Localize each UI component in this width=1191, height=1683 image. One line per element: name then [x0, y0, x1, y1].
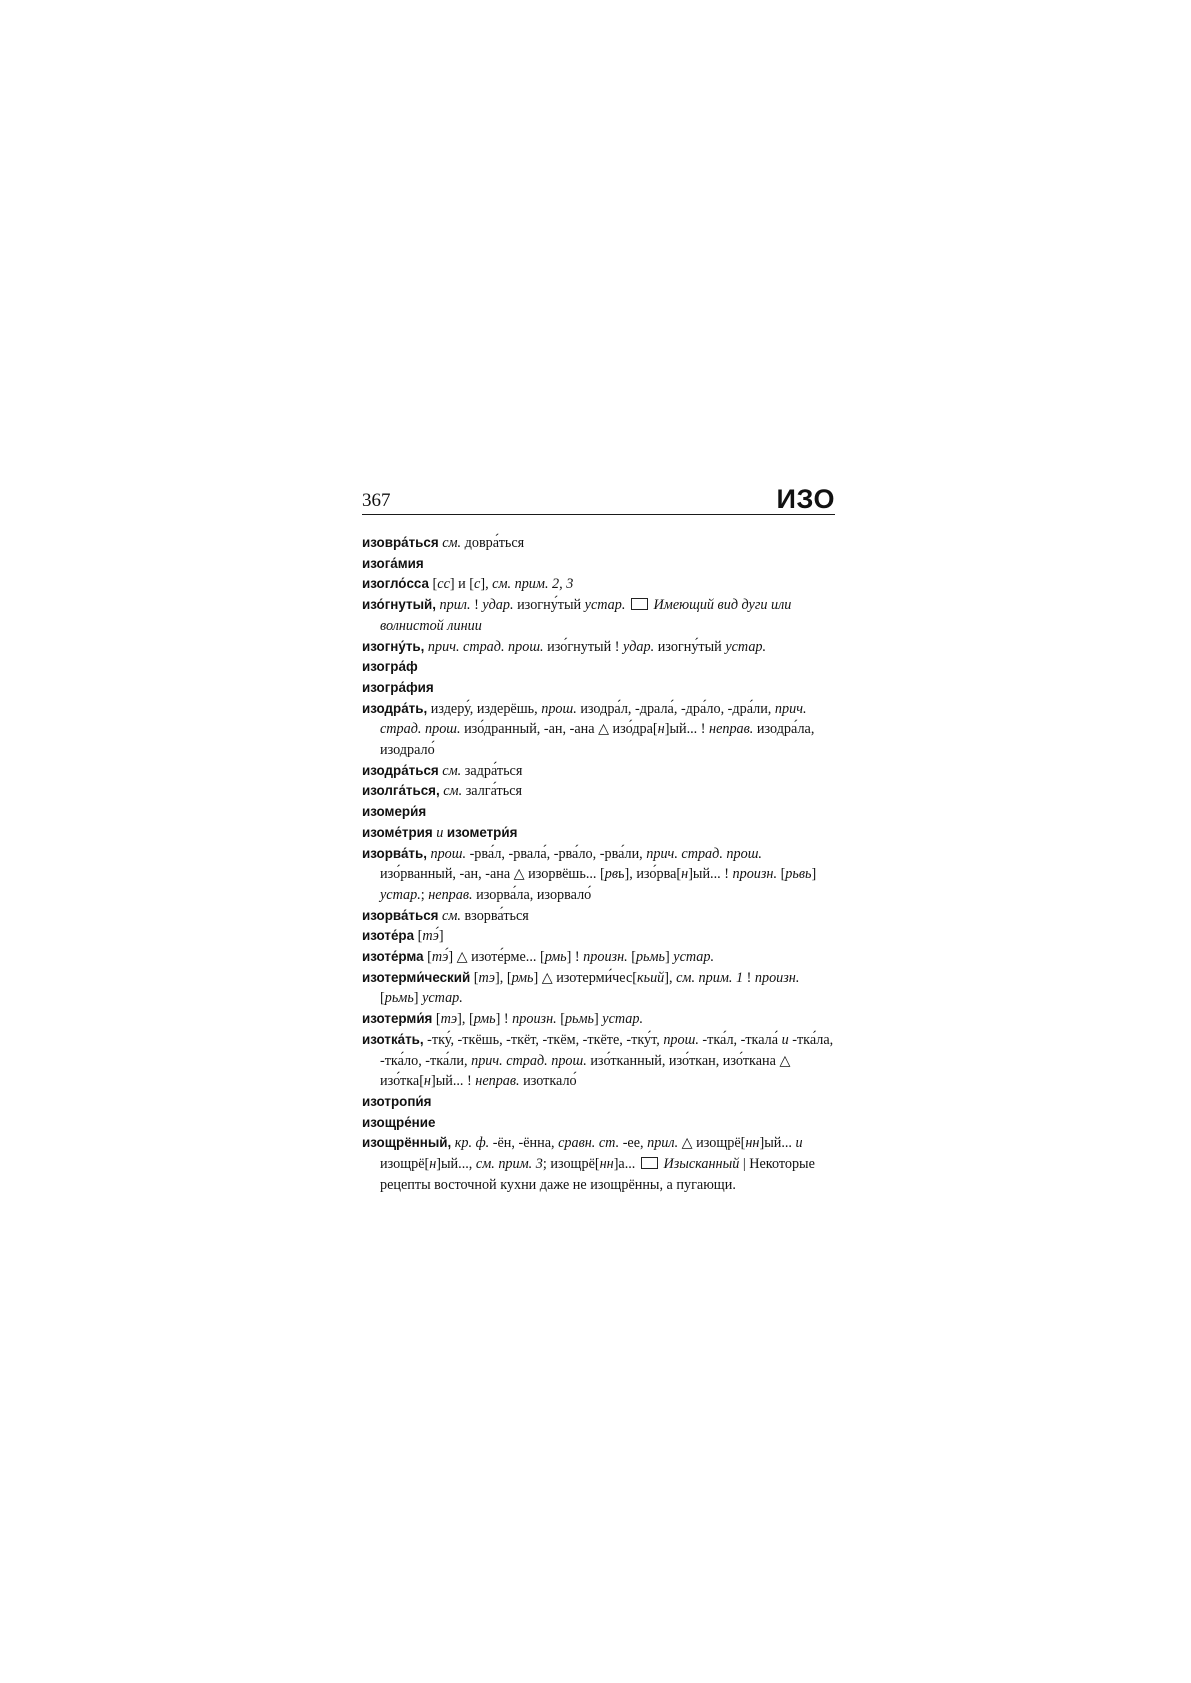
italic-label: прош.	[541, 700, 577, 717]
definition-box-icon	[641, 1157, 658, 1169]
headword: изорва́ть,	[362, 845, 427, 861]
dictionary-entry	[362, 1030, 835, 1092]
running-head: ИЗО	[776, 484, 835, 514]
entry-text: взорва́ться	[460, 907, 529, 924]
dictionary-entry	[362, 554, 835, 575]
entry-text: ]	[438, 928, 444, 945]
italic-label: рьвь	[785, 866, 812, 883]
entry-text: ],	[664, 969, 677, 986]
headword: изогло́сса	[362, 576, 429, 592]
headword: изорва́ться	[362, 907, 439, 923]
italic-label: удар.	[482, 597, 514, 614]
italic-label: прич. страд. прош.	[646, 845, 762, 862]
italic-label: прош.	[430, 845, 467, 862]
entry-text	[625, 597, 629, 613]
dictionary-entry	[362, 968, 835, 1009]
italic-label: рмь	[544, 949, 567, 966]
italic-label: прич. страд. прош.	[380, 700, 807, 738]
italic-label: н	[429, 1156, 437, 1173]
headword: изотка́ть,	[362, 1031, 424, 1047]
headword: изоме́трия	[362, 824, 433, 840]
entry-text: !	[470, 597, 483, 614]
headword: изометри́я	[446, 824, 518, 840]
italic-label: см.	[442, 762, 462, 779]
entry-text: [	[429, 576, 438, 593]
italic-label: произн.	[732, 866, 778, 883]
entry-text: -рва́л, -рвала́, -рва́ло, -рва́ли,	[466, 845, 647, 862]
headword: изодра́ться	[362, 762, 439, 778]
italic-label: неправ.	[428, 886, 473, 903]
entry-text: ;	[420, 886, 429, 903]
entry-text: ]	[665, 949, 674, 966]
italic-label: и	[781, 1031, 789, 1048]
dictionary-entry	[362, 1133, 835, 1195]
definition-box-icon	[631, 598, 648, 610]
entry-text: ]ый... !	[688, 866, 733, 883]
italic-label: тэ́	[431, 949, 449, 966]
italic-label: сс	[437, 576, 450, 593]
entry-text: довра́ться	[461, 535, 525, 551]
entry-text: [	[777, 866, 786, 883]
italic-label: нн	[745, 1135, 760, 1152]
dictionary-entry	[362, 1113, 835, 1134]
italic-label: с	[474, 576, 481, 593]
dictionary-entry	[362, 657, 835, 678]
italic-label: рьмь	[384, 990, 414, 1007]
entry-text: изо́тканный, изо́ткан, изо́ткана △ изо́тка[	[380, 1052, 791, 1090]
entry-text: залга́ться	[462, 783, 523, 800]
dictionary-entry	[362, 699, 835, 761]
headword: изотерми́ческий	[362, 969, 471, 985]
italic-label: прил.	[647, 1135, 679, 1152]
dictionary-entry	[362, 637, 835, 658]
italic-label: см. прим. 3	[475, 1156, 543, 1173]
entry-text: изоткало́	[519, 1073, 577, 1090]
italic-label: произн.	[512, 1011, 557, 1028]
italic-label: устар.	[380, 886, 421, 903]
dictionary-entry	[362, 1009, 835, 1030]
entry-text: задра́ться	[461, 762, 523, 779]
entry-text: ], [	[457, 1011, 474, 1028]
italic-label: н	[423, 1073, 431, 1090]
headword: изовра́ться	[362, 535, 439, 550]
dictionary-entry	[362, 781, 835, 802]
dictionary-entries	[362, 533, 835, 1196]
entry-text: ] !	[566, 949, 584, 966]
italic-label: тэ́	[422, 928, 439, 945]
headword: изоте́рма	[362, 949, 424, 965]
italic-label: рмь	[511, 969, 534, 986]
italic-label: рмь	[473, 1011, 496, 1028]
italic-label: и	[436, 824, 444, 841]
italic-label: кьий	[636, 969, 665, 986]
italic-label: см. прим. 2, 3	[492, 576, 574, 593]
italic-label: устар.	[602, 1011, 644, 1028]
entry-text: [	[627, 949, 636, 966]
dictionary-entry	[362, 678, 835, 699]
dictionary-entry	[362, 802, 835, 823]
dictionary-entry	[362, 574, 835, 595]
headword: изотропи́я	[362, 1093, 432, 1109]
entry-text: ь	[618, 866, 625, 883]
entry-text: [	[432, 1011, 441, 1028]
italic-label: тэ	[478, 969, 496, 986]
entry-text: изо́гнутый !	[543, 638, 623, 655]
entry-text: изодра́ла, изодрало́	[380, 721, 815, 759]
headword: изоте́ра	[362, 928, 415, 944]
entry-text: [	[470, 969, 479, 986]
entry-text: -ён, -ённа,	[489, 1135, 559, 1152]
italic-label: произн.	[583, 949, 628, 966]
italic-label: и	[795, 1135, 803, 1152]
italic-label: устар.	[725, 638, 767, 655]
page-header	[362, 482, 835, 515]
italic-label: см.	[442, 535, 462, 551]
italic-label: прош.	[663, 1031, 699, 1048]
entry-text: -тка́л, -ткала́	[698, 1031, 782, 1048]
dictionary-entry	[362, 761, 835, 782]
entry-text: издеру́, издерёшь,	[427, 700, 542, 717]
entry-text: изогну́тый	[654, 638, 726, 655]
italic-label: см.	[443, 783, 463, 800]
italic-label: Имеющий вид дуги или волнистой линии	[380, 597, 792, 634]
entry-text: ] △ изотерми́чес[	[533, 969, 637, 986]
entry-text: изощрё[	[380, 1156, 430, 1173]
dictionary-entry	[362, 926, 835, 947]
headword: изощре́ние	[362, 1114, 436, 1130]
italic-label: Изысканный	[663, 1156, 740, 1173]
italic-label: н	[681, 866, 689, 883]
entry-text: [	[414, 928, 423, 945]
italic-label: н	[657, 721, 665, 738]
dictionary-entry	[362, 823, 835, 844]
italic-label: сравн. ст.	[558, 1135, 620, 1152]
entry-text: изо́рванный, -ан, -ана △ изорвёшь... [	[380, 866, 605, 883]
entry-text: ]ый... !	[664, 721, 710, 738]
entry-text: ]	[594, 1011, 603, 1028]
italic-label: устар.	[673, 949, 715, 966]
dictionary-entry	[362, 906, 835, 927]
entry-text: изо́дранный, -ан, -ана △ изо́дра[	[460, 721, 658, 738]
italic-label: тэ	[440, 1011, 458, 1028]
entry-text: △ изощрё[	[678, 1135, 746, 1152]
dictionary-entry	[362, 1092, 835, 1113]
headword: изотерми́я	[362, 1011, 433, 1027]
entry-text: | Некоторые рецепты восточной кухни даже не изощрённы, а пугающи.	[380, 1156, 815, 1193]
entry-text: ]ый... !	[430, 1073, 476, 1090]
headword: изога́мия	[362, 555, 424, 571]
page-number: 367	[362, 490, 391, 511]
entry-text: изодра́л, -драла́, -дра́ло, -дра́ли,	[576, 700, 775, 717]
italic-label: см.	[442, 907, 461, 924]
italic-label: кр. ф.	[454, 1135, 490, 1152]
italic-label: устар.	[584, 597, 626, 614]
headword: изогра́ф	[362, 659, 418, 675]
dictionary-entry	[362, 844, 835, 906]
entry-text: ; изощрё[	[542, 1156, 600, 1173]
entry-text: ]ый...	[759, 1135, 796, 1152]
headword: изодра́ть,	[362, 700, 428, 716]
entry-text: ], [	[495, 969, 512, 986]
italic-label: произн.	[754, 969, 800, 986]
entry-text: [	[556, 1011, 565, 1028]
entry-text: ], изо́рва[	[624, 866, 682, 883]
entry-text: -ее,	[619, 1135, 648, 1152]
entry-text: [	[423, 949, 432, 966]
italic-label: прил.	[439, 597, 471, 614]
italic-label: устар.	[422, 990, 463, 1007]
headword: изолга́ться,	[362, 783, 440, 799]
headword: изо́гнутый,	[362, 597, 436, 613]
entry-text: -тка́ла, -тка́ло, -тка́ли,	[380, 1031, 834, 1069]
entry-text: ] и [	[449, 576, 475, 593]
entry-text: ],	[480, 576, 493, 593]
headword: изогну́ть,	[362, 638, 425, 654]
italic-label: рьмь	[635, 949, 665, 966]
headword: изогра́фия	[362, 679, 434, 695]
italic-label: рьмь	[564, 1011, 594, 1028]
entry-text: -тку́, -ткёшь, -ткёт, -ткём, -ткёте, -тку́т,	[423, 1031, 664, 1048]
headword: изомери́я	[362, 804, 427, 820]
italic-label: нн	[599, 1156, 614, 1173]
entry-text: изогну́тый	[513, 597, 585, 614]
entry-text: ]	[811, 866, 817, 883]
italic-label: прич. страд. прош.	[427, 638, 544, 655]
entry-text: !	[743, 969, 755, 986]
italic-label: неправ.	[709, 721, 754, 738]
italic-label: неправ.	[475, 1073, 520, 1090]
dictionary-entry	[362, 533, 835, 554]
entry-text: ] !	[495, 1011, 513, 1028]
entry-text: ] △ изоте́рме... [	[448, 949, 545, 966]
dictionary-entry	[362, 947, 835, 968]
italic-label: прич. страд. прош.	[471, 1052, 587, 1069]
headword: изощрённый,	[362, 1135, 452, 1151]
italic-label: удар.	[623, 638, 655, 655]
italic-label: рв	[604, 866, 619, 883]
entry-text: [	[380, 990, 385, 1007]
entry-text: ]а...	[613, 1156, 639, 1173]
dictionary-entry	[362, 595, 835, 636]
entry-text: изорва́ла, изорвало́	[472, 886, 592, 903]
entry-text: ]ый...,	[436, 1156, 476, 1173]
italic-label: см. прим. 1	[676, 969, 744, 986]
entry-text: ]	[413, 990, 423, 1007]
